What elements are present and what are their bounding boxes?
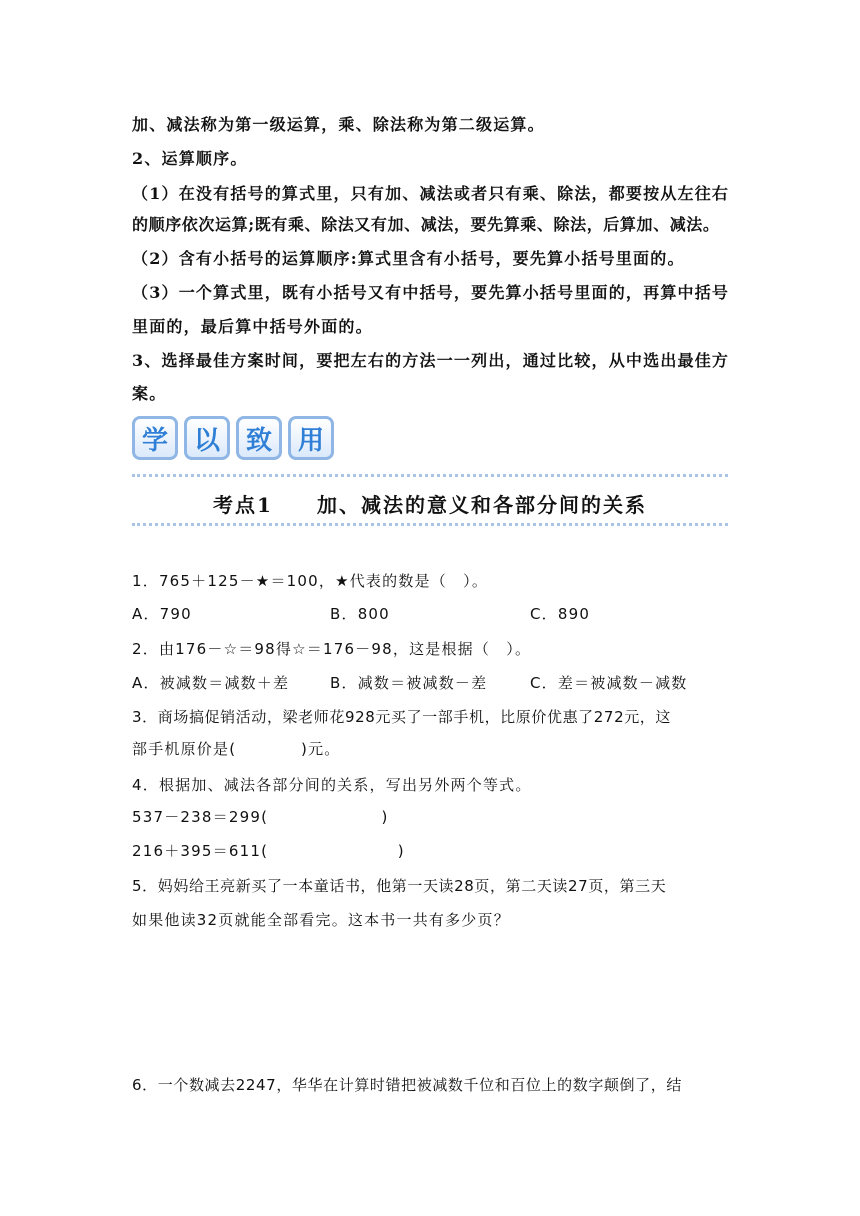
- option-c: C．890: [530, 605, 591, 623]
- question-3-cont: 部手机原价是( )元。: [132, 740, 341, 758]
- option-a: A．被减数＝减数＋差: [132, 674, 290, 692]
- study-banner: [132, 412, 334, 464]
- section-title: 考点1 加、减法的意义和各部分间的关系: [213, 493, 647, 517]
- option-a: A．790: [132, 605, 192, 623]
- question-4: 4．根据加、减法各部分间的关系，写出另外两个等式。: [132, 776, 532, 794]
- equation: 216＋395＝611( ): [132, 842, 405, 860]
- question-2: 2．由176－☆＝98得☆＝176－98，这是根据（ ）。: [132, 640, 532, 658]
- note-line: 的顺序依次运算;既有乘、除法又有加、减法，要先算乘、除法，后算加、减法。: [132, 215, 720, 234]
- banner-char: 致: [236, 416, 282, 460]
- question-5-cont: 如果他读32页就能全部看完。这本书一共有多少页？: [132, 911, 510, 929]
- divider: [132, 474, 728, 477]
- equation: 537－238＝299( ): [132, 808, 389, 826]
- question-6: 6．一个数减去2247，华华在计算时错把被减数千位和百位上的数字颠倒了，结: [132, 1076, 682, 1094]
- note-line: 加、减法称为第一级运算，乘、除法称为第二级运算。: [132, 115, 545, 134]
- option-b: B．减数＝被减数－差: [330, 674, 488, 692]
- banner-char: 以: [184, 416, 230, 460]
- note-line: 3、选择最佳方案时间，要把左右的方法一一列出，通过比较，从中选出最佳方: [132, 351, 730, 370]
- question-1: 1．765＋125－★＝100，★代表的数是（ ）。: [132, 572, 489, 590]
- note-line: （3）一个算式里，既有小括号又有中括号，要先算小括号里面的，再算中括号: [132, 283, 730, 302]
- option-b: B．800: [330, 605, 390, 623]
- divider: [132, 523, 728, 526]
- question-5: 5．妈妈给王亮新买了一本童话书，他第一天读28页，第二天读27页，第三天: [132, 877, 667, 895]
- question-3: 3．商场搞促销活动，梁老师花928元买了一部手机，比原价优惠了272元，这: [132, 708, 672, 726]
- banner-char: 用: [288, 416, 334, 460]
- note-line: 案。: [132, 384, 167, 403]
- note-line: （1）在没有括号的算式里，只有加、减法或者只有乘、除法，都要按从左往右: [132, 184, 730, 203]
- note-line: 里面的，最后算中括号外面的。: [132, 317, 373, 336]
- note-line: （2）含有小括号的运算顺序:算式里含有小括号，要先算小括号里面的。: [132, 249, 685, 268]
- note-heading: 2、运算顺序。: [132, 149, 248, 168]
- option-c: C．差＝被减数－减数: [530, 674, 688, 692]
- banner-char: 学: [132, 416, 178, 460]
